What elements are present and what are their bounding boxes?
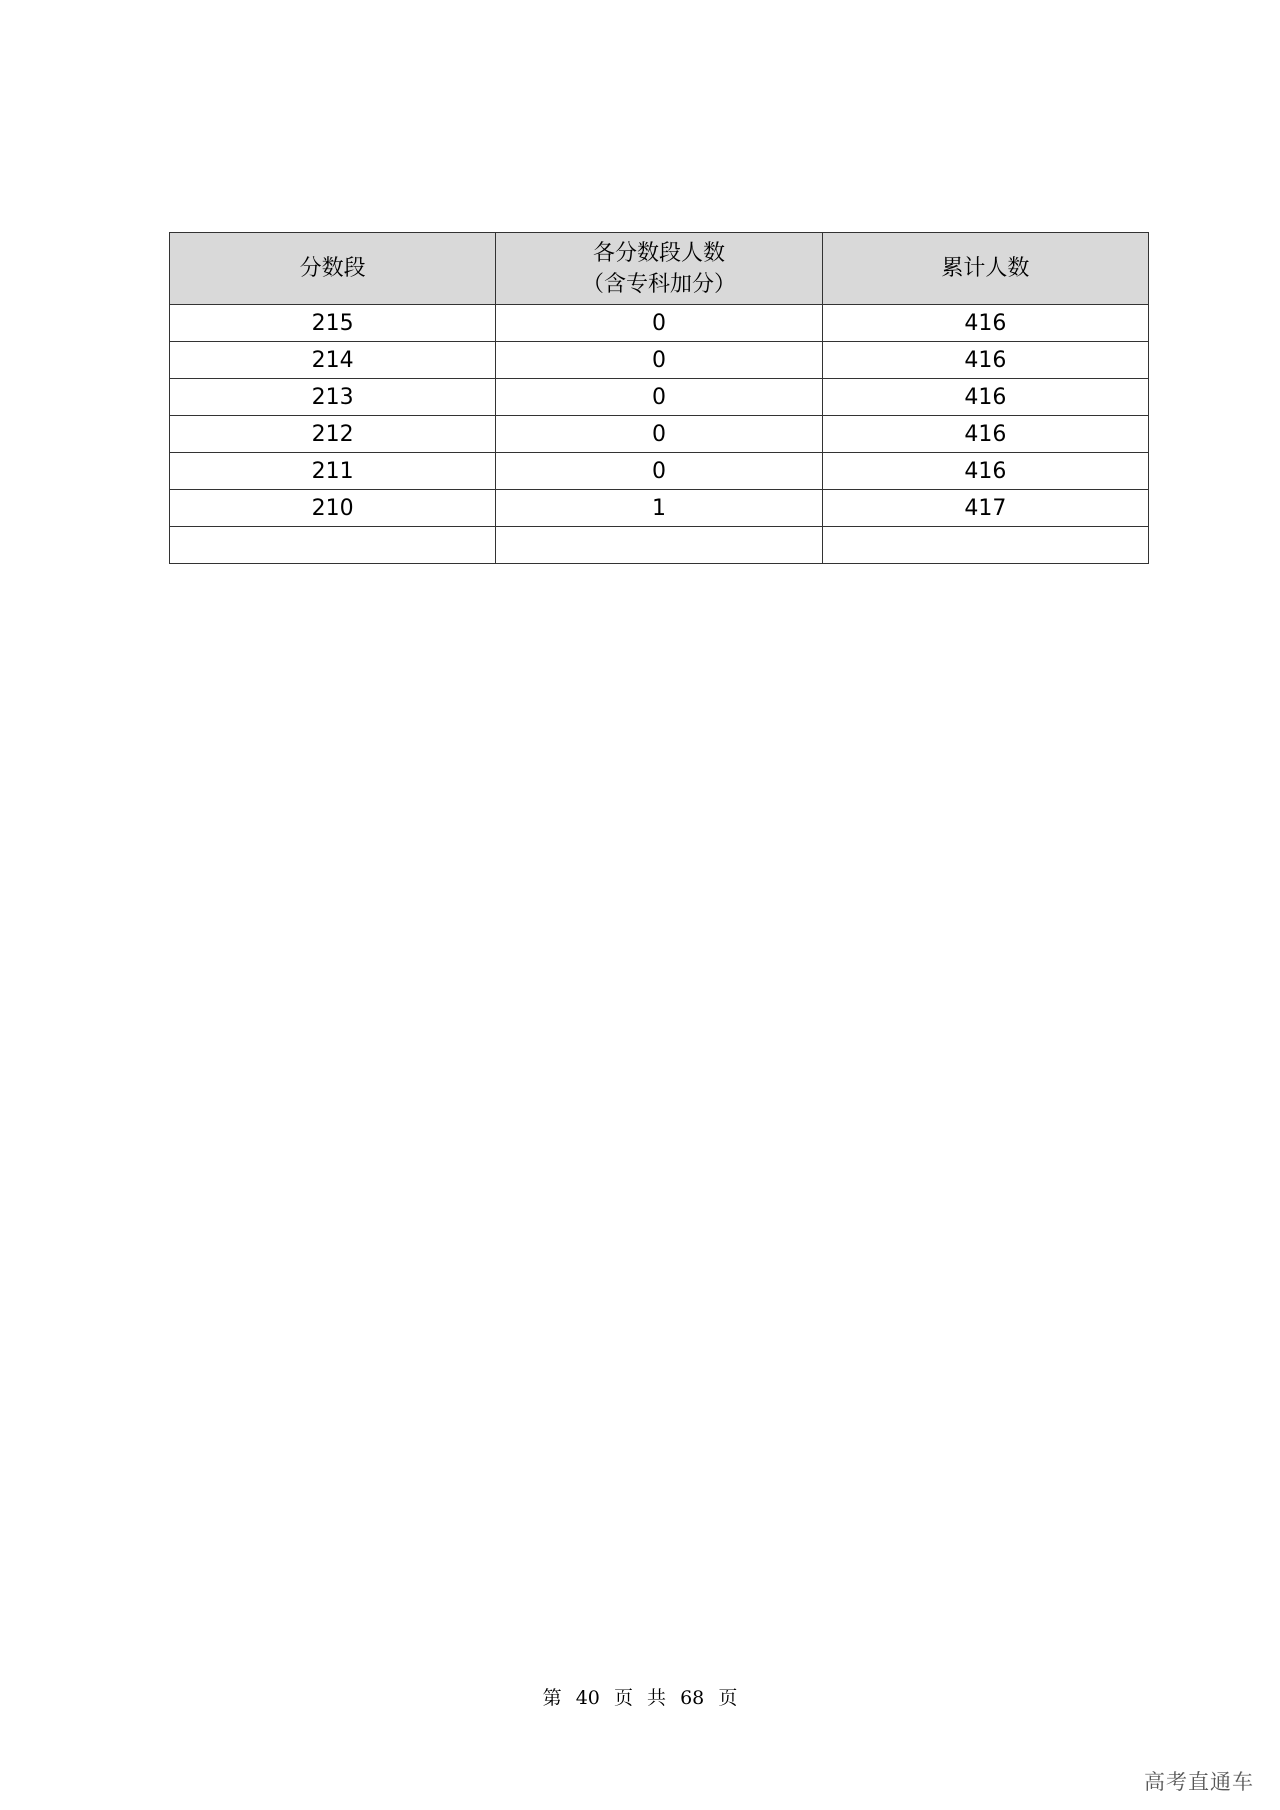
table-row	[170, 453, 1149, 490]
page-number-footer	[0, 1683, 1280, 1710]
table-row	[170, 416, 1149, 453]
cell-score: 210	[170, 490, 496, 527]
table-header-row	[170, 233, 1149, 305]
cell-count: 0	[496, 416, 822, 453]
header-cumulative-count	[822, 233, 1148, 305]
header-segment-count	[496, 233, 822, 305]
table-row	[170, 379, 1149, 416]
header-label: 累计人数	[941, 256, 1030, 281]
score-distribution-table	[169, 232, 1149, 564]
footer-total-pages: 68	[680, 1687, 705, 1709]
cell-score: 213	[170, 379, 496, 416]
cell-count	[496, 527, 822, 564]
footer-page-number: 40	[575, 1687, 600, 1709]
cell-count: 0	[496, 379, 822, 416]
cell-count: 0	[496, 453, 822, 490]
cell-cumulative: 416	[822, 416, 1148, 453]
table-row-empty	[170, 527, 1149, 564]
cell-cumulative: 416	[822, 379, 1148, 416]
cell-score: 211	[170, 453, 496, 490]
header-score-range	[170, 233, 496, 305]
cell-count: 1	[496, 490, 822, 527]
table-row	[170, 490, 1149, 527]
footer-page-word: 页	[613, 1687, 633, 1709]
table-row	[170, 305, 1149, 342]
cell-cumulative: 416	[822, 305, 1148, 342]
table-row	[170, 342, 1149, 379]
cell-score: 215	[170, 305, 496, 342]
cell-score: 214	[170, 342, 496, 379]
header-sublabel: （含专科加分）	[581, 271, 736, 297]
cell-cumulative	[822, 527, 1148, 564]
watermark: 高考直通车	[1144, 1770, 1254, 1794]
cell-count: 0	[496, 305, 822, 342]
footer-suffix: 页	[718, 1687, 738, 1709]
footer-total-word: 共	[647, 1687, 667, 1709]
header-label: 各分数段人数	[592, 240, 725, 266]
footer-prefix: 第	[542, 1687, 562, 1709]
cell-cumulative: 417	[822, 490, 1148, 527]
cell-cumulative: 416	[822, 453, 1148, 490]
cell-count: 0	[496, 342, 822, 379]
header-label: 分数段	[299, 256, 366, 281]
cell-cumulative: 416	[822, 342, 1148, 379]
cell-score	[170, 527, 496, 564]
cell-score: 212	[170, 416, 496, 453]
